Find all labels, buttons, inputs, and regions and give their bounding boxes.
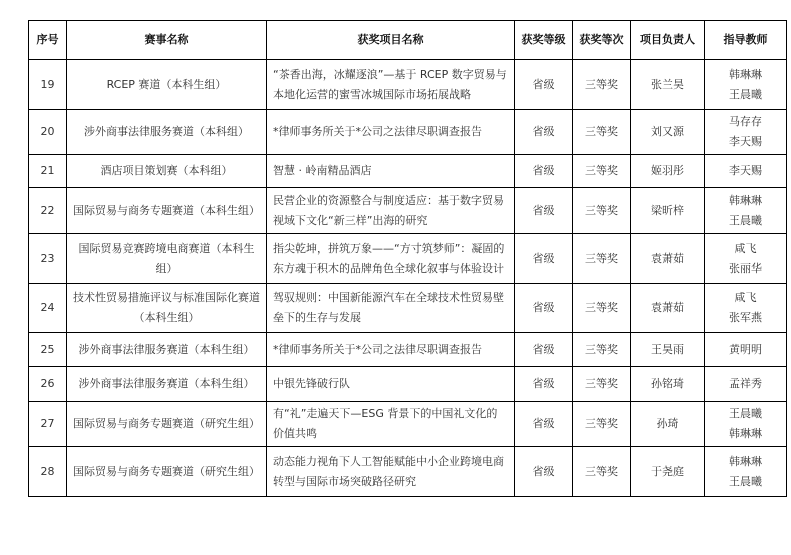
advisor-cell bbox=[705, 447, 787, 497]
seq-cell: 21 bbox=[29, 155, 67, 188]
table-row bbox=[29, 234, 787, 284]
advisor-name: 王晨曦 bbox=[729, 474, 762, 488]
level-cell: 省级 bbox=[515, 110, 573, 155]
advisor-name: 孟祥秀 bbox=[729, 377, 762, 390]
event-cell: 涉外商事法律服务赛道（本科生组） bbox=[67, 333, 267, 367]
leader-cell: 于尧庭 bbox=[631, 447, 705, 497]
rank-cell: 三等奖 bbox=[573, 60, 631, 110]
advisor-name: 王晨曦 bbox=[729, 407, 762, 420]
header-row bbox=[29, 21, 787, 60]
advisor-name: 咸飞 bbox=[734, 241, 757, 255]
event-cell: 涉外商事法律服务赛道（本科组） bbox=[67, 110, 267, 155]
advisor-name: 韩琳琳 bbox=[729, 427, 762, 440]
seq-cell: 25 bbox=[29, 333, 67, 367]
project-cell: 民营企业的资源整合与制度适应：基于数字贸易视域下文化“新三样”出海的研究 bbox=[267, 188, 515, 234]
table-row bbox=[29, 333, 787, 367]
seq-cell: 23 bbox=[29, 234, 67, 284]
header-rank: 获奖等次 bbox=[573, 21, 631, 60]
advisor-cell bbox=[705, 110, 787, 155]
rank-cell: 三等奖 bbox=[573, 155, 631, 188]
advisor-cell bbox=[705, 234, 787, 284]
advisor-name: 李天赐 bbox=[729, 135, 762, 148]
rank-cell: 三等奖 bbox=[573, 284, 631, 333]
seq-cell: 28 bbox=[29, 447, 67, 497]
level-cell: 省级 bbox=[515, 234, 573, 284]
project-cell: 指尖乾坤，拼筑万象——“方寸筑梦师”：凝固的东方魂于积木的品牌角色全球化叙事与体验设计 bbox=[267, 234, 515, 284]
advisor-name: 韩琳琳 bbox=[729, 454, 762, 468]
advisor-name: 王晨曦 bbox=[729, 87, 762, 101]
advisor-name: 王晨曦 bbox=[729, 213, 762, 227]
advisor-cell bbox=[705, 188, 787, 234]
leader-cell: 刘又源 bbox=[631, 110, 705, 155]
leader-cell: 袁萧茹 bbox=[631, 284, 705, 333]
event-cell: 国际贸易与商务专题赛道（本科生组） bbox=[67, 188, 267, 234]
advisor-name: 韩琳琳 bbox=[729, 67, 762, 81]
rank-cell: 三等奖 bbox=[573, 367, 631, 402]
project-cell: “茶香出海，冰耀逐浪”—基于 RCEP 数字贸易与本地化运营的蜜雪冰城国际市场拓展战略 bbox=[267, 60, 515, 110]
leader-cell: 姬羽彤 bbox=[631, 155, 705, 188]
advisor-name: 咸飞 bbox=[734, 291, 757, 304]
advisor-cell bbox=[705, 60, 787, 110]
advisor-name: 张丽华 bbox=[729, 261, 762, 275]
project-cell: 中银先锋破行队 bbox=[267, 367, 515, 402]
header-leader: 项目负责人 bbox=[631, 21, 705, 60]
level-cell: 省级 bbox=[515, 333, 573, 367]
header-project: 获奖项目名称 bbox=[267, 21, 515, 60]
rank-cell: 三等奖 bbox=[573, 188, 631, 234]
advisor-cell bbox=[705, 155, 787, 188]
seq-cell: 20 bbox=[29, 110, 67, 155]
header-level: 获奖等级 bbox=[515, 21, 573, 60]
advisor-cell bbox=[705, 284, 787, 333]
advisor-cell bbox=[705, 333, 787, 367]
event-cell: 技术性贸易措施评议与标准国际化赛道（本科生组） bbox=[67, 284, 267, 333]
header-seq: 序号 bbox=[29, 21, 67, 60]
project-cell: 驾驭规则：中国新能源汽车在全球技术性贸易壁垒下的生存与发展 bbox=[267, 284, 515, 333]
event-cell: 涉外商事法律服务赛道（本科生组） bbox=[67, 367, 267, 402]
header-event: 赛事名称 bbox=[67, 21, 267, 60]
leader-cell: 梁昕梓 bbox=[631, 188, 705, 234]
table-row bbox=[29, 155, 787, 188]
table-row bbox=[29, 447, 787, 497]
advisor-name: 李天赐 bbox=[729, 164, 762, 177]
leader-cell: 袁萧茹 bbox=[631, 234, 705, 284]
event-cell: 酒店项目策划赛（本科组） bbox=[67, 155, 267, 188]
level-cell: 省级 bbox=[515, 188, 573, 234]
advisor-name: 黄明明 bbox=[729, 342, 762, 356]
level-cell: 省级 bbox=[515, 60, 573, 110]
seq-cell: 19 bbox=[29, 60, 67, 110]
project-cell: 有“礼”走遍天下—ESG 背景下的中国礼文化的价值共鸣 bbox=[267, 402, 515, 447]
seq-cell: 22 bbox=[29, 188, 67, 234]
seq-cell: 24 bbox=[29, 284, 67, 333]
award-table bbox=[28, 20, 787, 497]
project-cell: *律师事务所关于*公司之法律尽职调查报告 bbox=[267, 110, 515, 155]
table-row bbox=[29, 188, 787, 234]
advisor-cell bbox=[705, 402, 787, 447]
event-cell: 国际贸易竞赛跨境电商赛道（本科生组） bbox=[67, 234, 267, 284]
level-cell: 省级 bbox=[515, 367, 573, 402]
level-cell: 省级 bbox=[515, 447, 573, 497]
advisor-cell bbox=[705, 367, 787, 402]
rank-cell: 三等奖 bbox=[573, 447, 631, 497]
advisor-name: 张军燕 bbox=[729, 311, 762, 324]
level-cell: 省级 bbox=[515, 402, 573, 447]
rank-cell: 三等奖 bbox=[573, 234, 631, 284]
level-cell: 省级 bbox=[515, 155, 573, 188]
table-row bbox=[29, 367, 787, 402]
event-cell: 国际贸易与商务专题赛道（研究生组） bbox=[67, 447, 267, 497]
rank-cell: 三等奖 bbox=[573, 402, 631, 447]
rank-cell: 三等奖 bbox=[573, 333, 631, 367]
table-row bbox=[29, 402, 787, 447]
seq-cell: 27 bbox=[29, 402, 67, 447]
table-row bbox=[29, 110, 787, 155]
leader-cell: 孙铭琦 bbox=[631, 367, 705, 402]
table-row bbox=[29, 284, 787, 333]
event-cell: RCEP 赛道（本科生组） bbox=[67, 60, 267, 110]
project-cell: 动态能力视角下人工智能赋能中小企业跨境电商转型与国际市场突破路径研究 bbox=[267, 447, 515, 497]
project-cell: *律师事务所关于*公司之法律尽职调查报告 bbox=[267, 333, 515, 367]
leader-cell: 张兰昊 bbox=[631, 60, 705, 110]
header-advisor: 指导教师 bbox=[705, 21, 787, 60]
leader-cell: 王昊雨 bbox=[631, 333, 705, 367]
level-cell: 省级 bbox=[515, 284, 573, 333]
leader-cell: 孙琦 bbox=[631, 402, 705, 447]
seq-cell: 26 bbox=[29, 367, 67, 402]
advisor-name: 韩琳琳 bbox=[729, 193, 762, 207]
table-row bbox=[29, 60, 787, 110]
rank-cell: 三等奖 bbox=[573, 110, 631, 155]
project-cell: 智慧 · 岭南精品酒店 bbox=[267, 155, 515, 188]
advisor-name: 马存存 bbox=[729, 115, 762, 128]
event-cell: 国际贸易与商务专题赛道（研究生组） bbox=[67, 402, 267, 447]
